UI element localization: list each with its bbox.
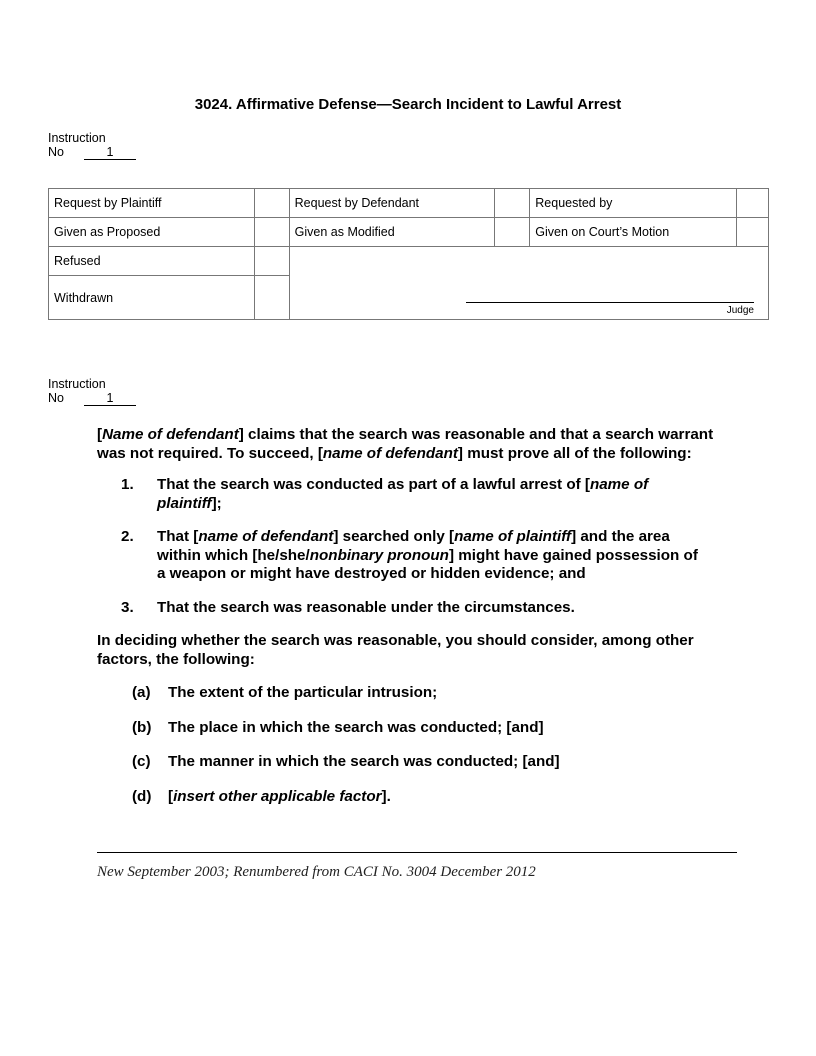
given-as-proposed-label: Given as Proposed [49, 218, 255, 247]
instruction-no-value: 1 [84, 392, 136, 406]
requested-by-label: Requested by [530, 189, 737, 218]
intro-paragraph: [Name of defendant] claims that the search was reasonable and that a search warrant was not required. To succeed, [name of defendant] must prove all of the following: [97, 426, 714, 462]
factors-list [97, 684, 737, 806]
request-table [48, 188, 769, 320]
footer-divider [97, 852, 737, 853]
elements-list [97, 476, 737, 617]
instruction-no-value: 1 [84, 146, 136, 160]
list-text: [insert other applicable factor]. [168, 787, 391, 805]
list-number: 1. [121, 476, 134, 493]
instruction-body [97, 426, 737, 822]
instruction-no-label: No [48, 145, 64, 159]
list-text: That [name of defendant] searched only [name of plaintiff] and the area within which [he/she/nonbinary pronoun] might have gained possession of a weapon or might have destroyed or hidden evidence; and [157, 528, 698, 582]
list-letter: (c) [132, 753, 151, 770]
given-as-modified-checkbox[interactable] [495, 218, 530, 247]
request-by-defendant-checkbox[interactable] [495, 189, 530, 218]
given-on-courts-motion-label: Given on Court’s Motion [530, 218, 737, 247]
instruction-number-block-2 [48, 377, 136, 406]
list-item [97, 788, 737, 807]
list-item [97, 684, 737, 703]
withdrawn-checkbox[interactable] [254, 276, 289, 320]
judge-signature-area [289, 247, 768, 320]
requested-by-checkbox[interactable] [737, 189, 769, 218]
refused-label: Refused [49, 247, 255, 276]
list-letter: (b) [132, 718, 152, 736]
list-item [97, 528, 737, 584]
list-item [97, 476, 737, 513]
list-letter: (d) [132, 787, 152, 805]
given-as-modified-label: Given as Modified [289, 218, 495, 247]
list-number: 3. [121, 598, 134, 616]
instruction-number-block [48, 131, 136, 160]
instruction-no-label: No [48, 391, 64, 405]
request-by-defendant-label: Request by Defendant [289, 189, 495, 218]
instruction-no-row [48, 391, 136, 406]
given-on-courts-motion-checkbox[interactable] [737, 218, 769, 247]
given-as-proposed-checkbox[interactable] [254, 218, 289, 247]
refused-row [49, 247, 769, 276]
page-title: 3024. Affirmative Defense—Search Incident to Lawful Arrest [194, 96, 622, 113]
consider-paragraph: In deciding whether the search was reasonable, you should consider, among other factors, the following: [97, 632, 694, 668]
list-item [97, 599, 737, 618]
list-text: The extent of the particular intrusion; [168, 684, 438, 701]
request-by-plaintiff-checkbox[interactable] [254, 189, 289, 218]
given-row [49, 218, 769, 247]
refused-checkbox[interactable] [254, 247, 289, 276]
list-text: The place in which the search was conducted; [and] [168, 718, 544, 736]
history-note: New September 2003; Renumbered from CACI No. 3004 December 2012 [97, 864, 536, 880]
list-text: That the search was conducted as part of a lawful arrest of [name of plaintiff]; [157, 476, 649, 512]
request-row [49, 189, 769, 218]
instruction-no-row [48, 145, 136, 160]
instruction-label: Instruction [48, 377, 106, 391]
instruction-label: Instruction [48, 131, 106, 145]
withdrawn-label: Withdrawn [49, 276, 255, 320]
list-item [97, 719, 737, 738]
list-item [97, 753, 737, 772]
request-by-plaintiff-label: Request by Plaintiff [49, 189, 255, 218]
judge-signature-line[interactable] [466, 302, 754, 303]
list-text: That the search was reasonable under the circumstances. [157, 598, 575, 616]
list-letter: (a) [132, 684, 151, 701]
list-number: 2. [121, 528, 134, 545]
list-text: The manner in which the search was conducted; [and] [168, 753, 560, 770]
judge-label: Judge [726, 305, 754, 316]
